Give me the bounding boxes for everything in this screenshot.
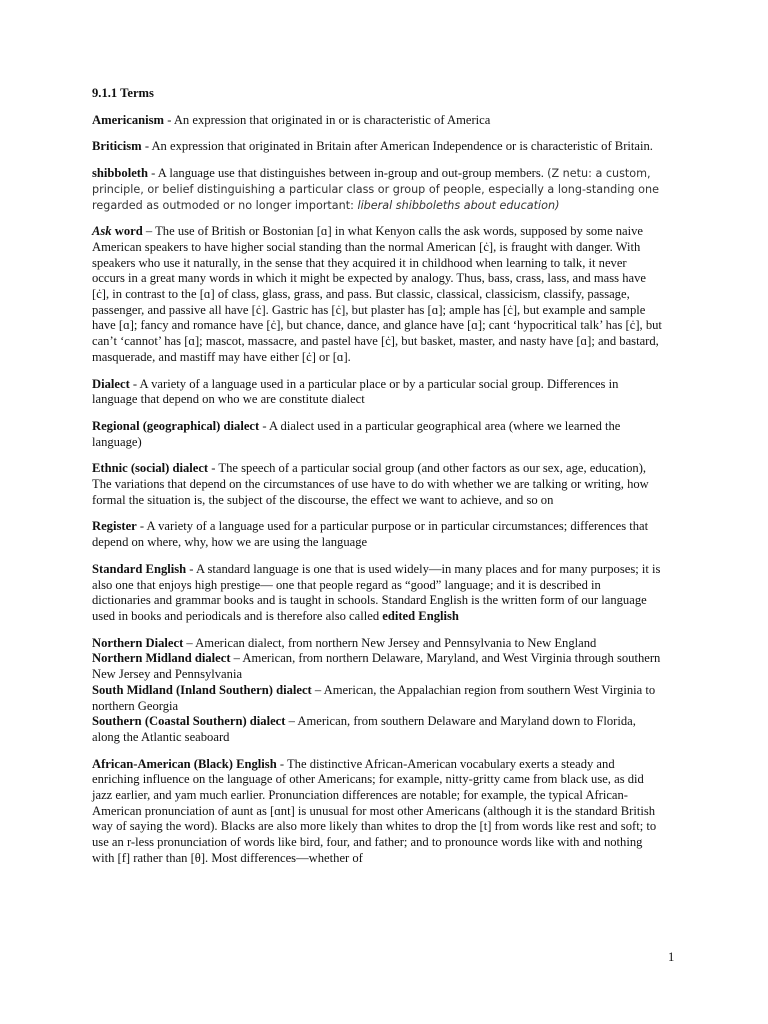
entry-term: Dialect [92, 376, 130, 391]
entry-term: word [111, 224, 143, 239]
entry-briticism [92, 139, 662, 155]
entry-african-american-english [92, 757, 662, 867]
entry-americanism [92, 113, 662, 129]
entry-ask-word [92, 224, 662, 365]
entry-definition: – The use of British or Bostonian [ɑ] in what Kenyon calls the ask words, supposed by some naive American speakers to have higher social standing than the normal American [ċ], is fraught with danger. With speakers who use it naturally, in the sense that they acquired it in childhood when learning to talk, it never occurs in a great many words in which it might be expected by analogy. Thus, bass, crass, lass, and mass have [ċ], in contrast to the [ɑ] of class, glass, grass, and pass. But classic, classical, classicism, classify, passage, passenger, and passive all have [ċ]. Gastric has [ċ], but plaster has [ɑ]; ample has [ċ], but example and sample have [ɑ]; fancy and romance have [ċ], but chance, dance, and glance have [ɑ]; cant ‘hypocritical talk’ has [ċ], but can’t ‘cannot’ has [ɑ]; mascot, massacre, and pastel have [ċ], but basket, master, and nasty have [ɑ]; and bastard, masquerade, and mastiff may have either [ċ] or [ɑ]. [92, 224, 662, 364]
entry-term: African-American (Black) English [92, 756, 277, 771]
entry-term: Regional (geographical) dialect [92, 418, 260, 433]
entry-definition: - The speech of a particular social group (and other factors as our sex, age, education), The variations that depend on the circumstances of use have to do with whether we are talking or writing, how formal the situation is, the subject of the discourse, the effect we want to achieve, and so on [92, 461, 649, 507]
entry-northern-dialect [92, 636, 662, 652]
entry-definition: - A variety of a language used in a particular place or by a particular social group. Differences in language that depend on who we are constitute dialect [92, 376, 619, 407]
entry-definition: - A standard language is one that is used widely—in many places and for many purposes; it is also one that enjoys high prestige— one that people regard as “good” language; and it is described in dictionaries and grammar books and is taught in schools. Standard English is the written form of our language used in books and periodicals and is therefore also called [92, 561, 661, 623]
entry-definition: – American dialect, from northern New Jersey and Pennsylvania to New England [183, 635, 597, 650]
entry-term: Southern (Coastal Southern) dialect [92, 714, 286, 729]
entry-regional-dialect [92, 419, 662, 450]
entry-term: shibboleth [92, 166, 148, 181]
entry-standard-english [92, 562, 662, 625]
document-body [92, 86, 662, 878]
entry-term: Standard English [92, 561, 187, 576]
entry-definition: - A variety of a language used for a particular purpose or in particular circumstances; differences that depend on where, why, how we are using the language [92, 519, 649, 550]
entry-northern-midland-dialect [92, 651, 662, 682]
entry-term: Register [92, 519, 137, 534]
entry-term: Northern Midland dialect [92, 651, 231, 666]
entry-definition: - A language use that distinguishes between in-group and out-group members. [148, 166, 548, 181]
entry-ethnic-dialect [92, 461, 662, 508]
entry-shibboleth [92, 166, 662, 213]
entry-definition: – American, from northern Delaware, Maryland, and West Virginia through southern New Jersey and Pennsylvania [92, 651, 661, 682]
entry-southern-dialect [92, 714, 662, 745]
entry-definition: – American, from southern Delaware and Maryland down to Florida, along the Atlantic seaboard [92, 714, 636, 744]
entry-term-italic: Ask [92, 224, 112, 239]
entry-note: (Z netu: a custom, principle, or belief distinguishing a particular class or group of people, especially a long-standing one regarded as outmoded or no longer important: [92, 167, 659, 212]
entry-definition: - An expression that originated in Britain after American Independence or is characteristic of Britain. [141, 139, 653, 154]
entry-register [92, 519, 662, 550]
entry-term: Ethnic (social) dialect [92, 461, 209, 476]
entry-definition: - A dialect used in a particular geographical area (where we learned the language) [92, 418, 621, 449]
entry-term: Northern Dialect [92, 635, 184, 650]
entry-term: South Midland (Inland Southern) dialect [92, 682, 312, 697]
entry-definition: – American, the Appalachian region from southern West Virginia to northern Georgia [92, 682, 656, 713]
entry-definition: - An expression that originated in or is characteristic of America [164, 112, 491, 127]
section-heading: 9.1.1 Terms [92, 86, 154, 100]
entry-term: Americanism [92, 112, 165, 127]
page-number: 1 [668, 950, 675, 964]
entry-term: Briticism [92, 139, 142, 154]
entry-south-midland-dialect [92, 683, 662, 714]
entry-term-emphasis: edited English [382, 608, 459, 623]
entry-definition: - The distinctive African-American vocabulary exerts a steady and enriching influence on the language of other Americans; for example, nitty-gritty came from black use, as did jazz earlier, and yam much earlier. Pronunciation differences are notable; for example, the typical African-American pronunciation of aunt as [ɑnt] is unusual for most other Americans (although it is the standard British way of saying the word). Blacks are also more likely than whites to drop the [t] from words like rest and soft; to use an r-less pronunciation of words like bird, four, and father; and to pronounce words like with and nothing with [f] rather than [θ]. Most differences—whether of [92, 756, 657, 865]
entry-dialect [92, 377, 662, 408]
entry-note-example: liberal shibboleths about education) [357, 198, 560, 212]
